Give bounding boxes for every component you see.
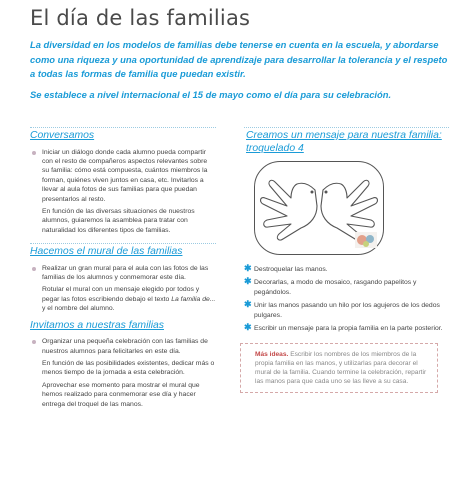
decorated-hand-thumbnail <box>355 232 377 248</box>
right-column <box>244 127 449 393</box>
paragraph: Aprovechar ese momento para mostrar el mural que hemos realizado para conmemorar ese día y hacer entrega del troquel de las manos. <box>42 381 200 408</box>
step-text: Unir las manos pasando un hilo por los agujeros de los dedos pulgares. <box>254 302 440 319</box>
section-heading-mensaje: Creamos un mensaje para nuestra familia: troquelado 4 <box>246 130 442 154</box>
bullet-icon <box>32 340 36 344</box>
paragraph: En función de las diversas situaciones de nuestros alumnos, guiaremos la asamblea para tratar con naturalidad los diferentes tipos de familias. <box>42 207 195 234</box>
paragraph: En función de las posibilidades existentes, dedicar más o menos tiempo de la jornada a esta celebración. <box>42 360 215 377</box>
hands-die-cut <box>254 161 384 255</box>
more-ideas-box <box>240 343 438 393</box>
divider <box>30 243 216 244</box>
step-text: Destroquelar las manos. <box>254 266 328 273</box>
divider <box>30 127 216 128</box>
bullet-icon <box>32 267 36 271</box>
steps-list <box>244 265 449 333</box>
more-ideas-label: Más ideas. <box>255 351 289 359</box>
intro-paragraph: La diversidad en los modelos de familias debe tenerse en cuenta en la escuela, y abordarse como una riqueza y una oportunidad de aprendizaje para desarrollar la tolerancia y el respeto a todas las formas de familia que puedan existir. <box>30 39 448 79</box>
step-item <box>244 301 449 320</box>
star-icon: ✱ <box>244 299 252 310</box>
star-icon: ✱ <box>244 263 252 273</box>
list-item <box>30 148 216 204</box>
paragraph-text: Rotular el mural con un mensaje elegido por todos y pegar las fotos escribiendo debajo el texto <box>42 286 200 303</box>
bullet-text: Iniciar un diálogo donde cada alumno pueda compartir con el resto de compañeros aspectos relevantes sobre su familia: cómo está compuesta, cuántos miembros la forman, quiénes viven juntos en casa, etc. Invitarlos a llevar al aula fotos de sus familias para que puedan presentarlos al resto. <box>42 148 208 203</box>
intro <box>30 38 452 108</box>
bullet-icon <box>32 151 36 155</box>
star-icon: ✱ <box>244 276 252 287</box>
star-icon: ✱ <box>244 322 252 333</box>
step-text: Escribir un mensaje para la propia familia en la parte posterior. <box>254 325 443 333</box>
intro-date-paragraph: Se establece a nivel internacional el 15 de mayo como el día para su celebración. <box>30 88 392 100</box>
paragraph-text: y el nombre del alumno. <box>42 305 115 313</box>
section-heading-conversamos: Conversamos <box>30 130 95 141</box>
section-heading-mural: Hacemos el mural de las familias <box>30 246 183 258</box>
step-item <box>244 265 449 274</box>
list-item <box>30 337 216 356</box>
left-column <box>30 127 216 409</box>
page-title: El día de las familias <box>30 6 251 30</box>
hands-icon <box>255 162 383 254</box>
section-heading-invitamos: Invitamos a nuestras familias <box>30 319 164 331</box>
bullet-text: Realizar un gran mural para el aula con las fotos de las familias de los alumnos y conmemorar este día. <box>42 264 209 282</box>
divider <box>244 127 449 128</box>
list-item <box>30 264 216 283</box>
paragraph-italic: La familia de... <box>171 295 216 303</box>
step-text: Decorarlas, a modo de mosaico, rasgando papelitos y pegándolos. <box>254 279 417 296</box>
step-item <box>244 278 449 297</box>
step-item <box>244 324 449 333</box>
bullet-text: Organizar una pequeña celebración con las familias de nuestros alumnos para felicitarles en este día. <box>42 338 208 355</box>
paragraph <box>30 285 216 313</box>
more-ideas-text: Escribir los nombres de los miembros de la propia familia en las manos, y utilizarlas para decorar el mural de la familia. Cuando termine la celebración, repartir las manos para que cada uno se las lleve a su casa. <box>255 351 427 386</box>
